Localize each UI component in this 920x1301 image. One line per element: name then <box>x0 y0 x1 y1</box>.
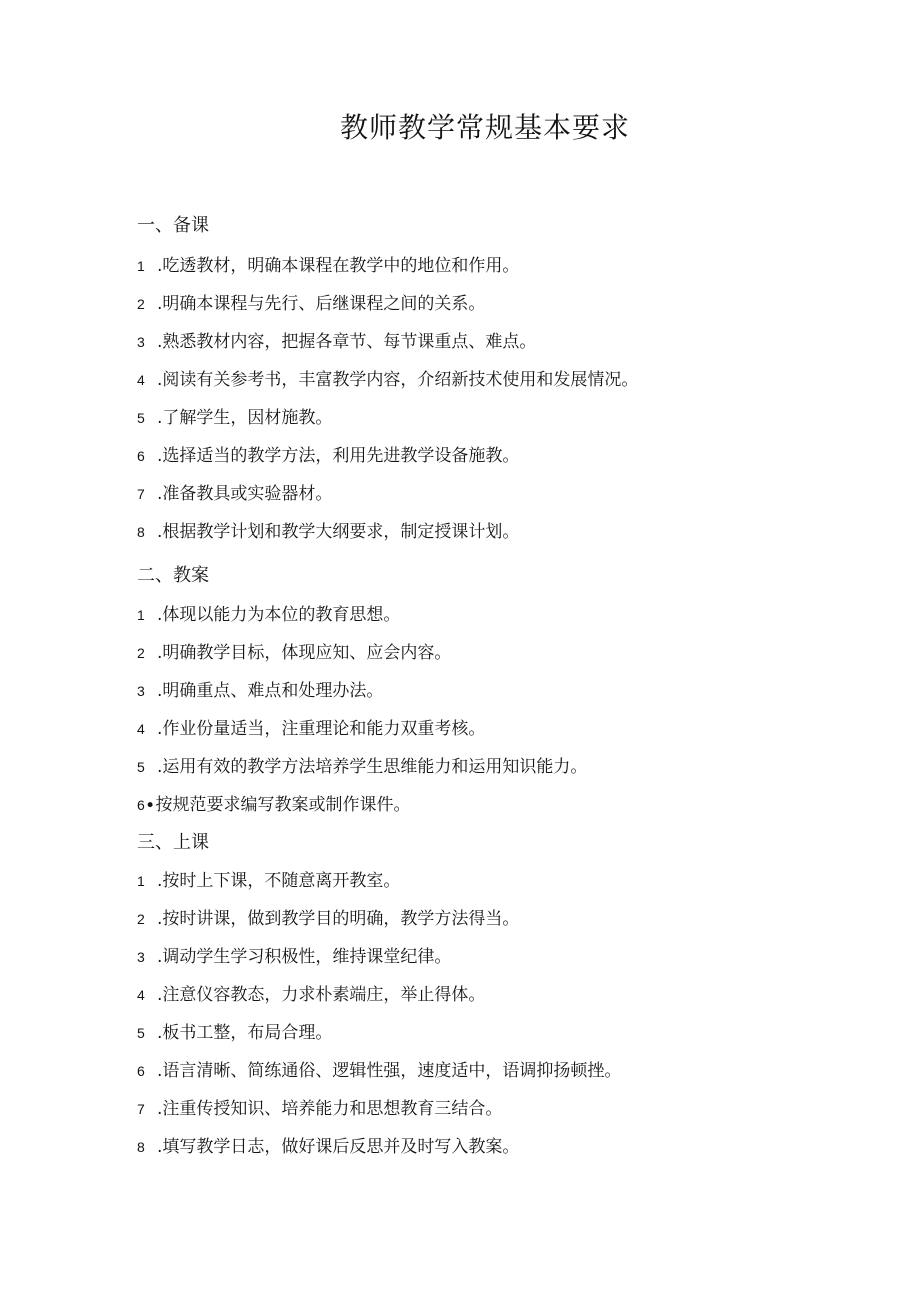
item-number: 6 <box>137 1063 145 1079</box>
list-item <box>137 680 383 702</box>
item-number: 4 <box>137 987 145 1003</box>
list-item <box>137 407 332 429</box>
item-number: 5 <box>137 759 145 775</box>
list-item <box>137 794 410 816</box>
item-text: .调动学生学习积极性，维持课堂纪律。 <box>157 947 452 967</box>
item-text: .作业份量适当，注重理论和能力双重考核。 <box>157 719 486 739</box>
item-text: .按时上下课，不随意离开教室。 <box>157 871 401 891</box>
list-item <box>137 870 400 892</box>
list-item <box>137 483 332 505</box>
item-text: .按时讲课，做到教学目的明确，教学方法得当。 <box>157 909 520 929</box>
list-item <box>137 293 485 315</box>
list-item <box>137 642 451 664</box>
item-number: 5 <box>137 410 145 426</box>
item-text: .体现以能力为本位的教育思想。 <box>157 605 401 625</box>
list-item <box>137 521 519 543</box>
item-text: .选择适当的教学方法，利用先进教学设备施教。 <box>157 446 520 466</box>
section-heading: 二、教案 <box>137 565 209 586</box>
list-item <box>137 718 485 740</box>
section-heading: 三、上课 <box>137 832 209 853</box>
item-number: 5 <box>137 1025 145 1041</box>
item-text: .语言清晰、简练通俗、逻辑性强，速度适中，语调抑扬顿挫。 <box>157 1061 622 1081</box>
item-text: .注意仪容教态，力求朴素端庄，举止得体。 <box>157 985 486 1005</box>
list-item <box>137 1060 621 1082</box>
list-item <box>137 756 587 778</box>
item-text: .根据教学计划和教学大纲要求，制定授课计划。 <box>157 522 520 542</box>
item-text: .运用有效的教学方法培养学生思维能力和运用知识能力。 <box>157 757 588 777</box>
item-number: 1 <box>137 873 145 889</box>
item-number: 6 <box>137 797 145 813</box>
item-text: .阅读有关参考书，丰富教学内容，介绍新技术使用和发展情况。 <box>157 370 639 390</box>
item-text: .熟悉教材内容，把握各章节、每节课重点、难点。 <box>157 332 537 352</box>
section-heading: 一、备课 <box>137 215 209 236</box>
list-item <box>137 331 536 353</box>
item-number: 7 <box>137 486 145 502</box>
item-number: 7 <box>137 1101 145 1117</box>
item-number: 1 <box>137 258 145 274</box>
item-number: 8 <box>137 524 145 540</box>
list-item <box>137 1136 519 1158</box>
item-text: .填写教学日志，做好课后反思并及时写入教案。 <box>157 1137 520 1157</box>
item-text: .准备教具或实验器材。 <box>157 484 333 504</box>
item-number: 6 <box>137 448 145 464</box>
list-item <box>137 946 451 968</box>
item-text: .注重传授知识、培养能力和思想教育三结合。 <box>157 1099 503 1119</box>
item-text: .明确本课程与先行、后继课程之间的关系。 <box>157 294 486 314</box>
item-number: 3 <box>137 683 145 699</box>
item-text: ∙按规范要求编写教案或制作课件。 <box>144 795 411 815</box>
item-text: .明确重点、难点和处理办法。 <box>157 681 384 701</box>
item-number: 3 <box>137 949 145 965</box>
item-text: .明确教学目标，体现应知、应会内容。 <box>157 643 452 663</box>
item-number: 2 <box>137 645 145 661</box>
item-number: 8 <box>137 1139 145 1155</box>
item-number: 4 <box>137 721 145 737</box>
item-number: 1 <box>137 607 145 623</box>
document-title: 教师教学常规基本要求 <box>339 111 630 144</box>
list-item <box>137 445 519 467</box>
item-number: 2 <box>137 296 145 312</box>
list-item <box>137 604 400 626</box>
item-number: 4 <box>137 372 145 388</box>
item-text: .板书工整，布局合理。 <box>157 1023 333 1043</box>
list-item <box>137 984 485 1006</box>
item-number: 3 <box>137 334 145 350</box>
list-item <box>137 369 638 391</box>
list-item <box>137 255 519 277</box>
item-text: .吃透教材，明确本课程在教学中的地位和作用。 <box>157 256 520 276</box>
list-item <box>137 1098 502 1120</box>
list-item <box>137 908 519 930</box>
item-text: .了解学生，因材施教。 <box>157 408 333 428</box>
list-item <box>137 1022 332 1044</box>
item-number: 2 <box>137 911 145 927</box>
